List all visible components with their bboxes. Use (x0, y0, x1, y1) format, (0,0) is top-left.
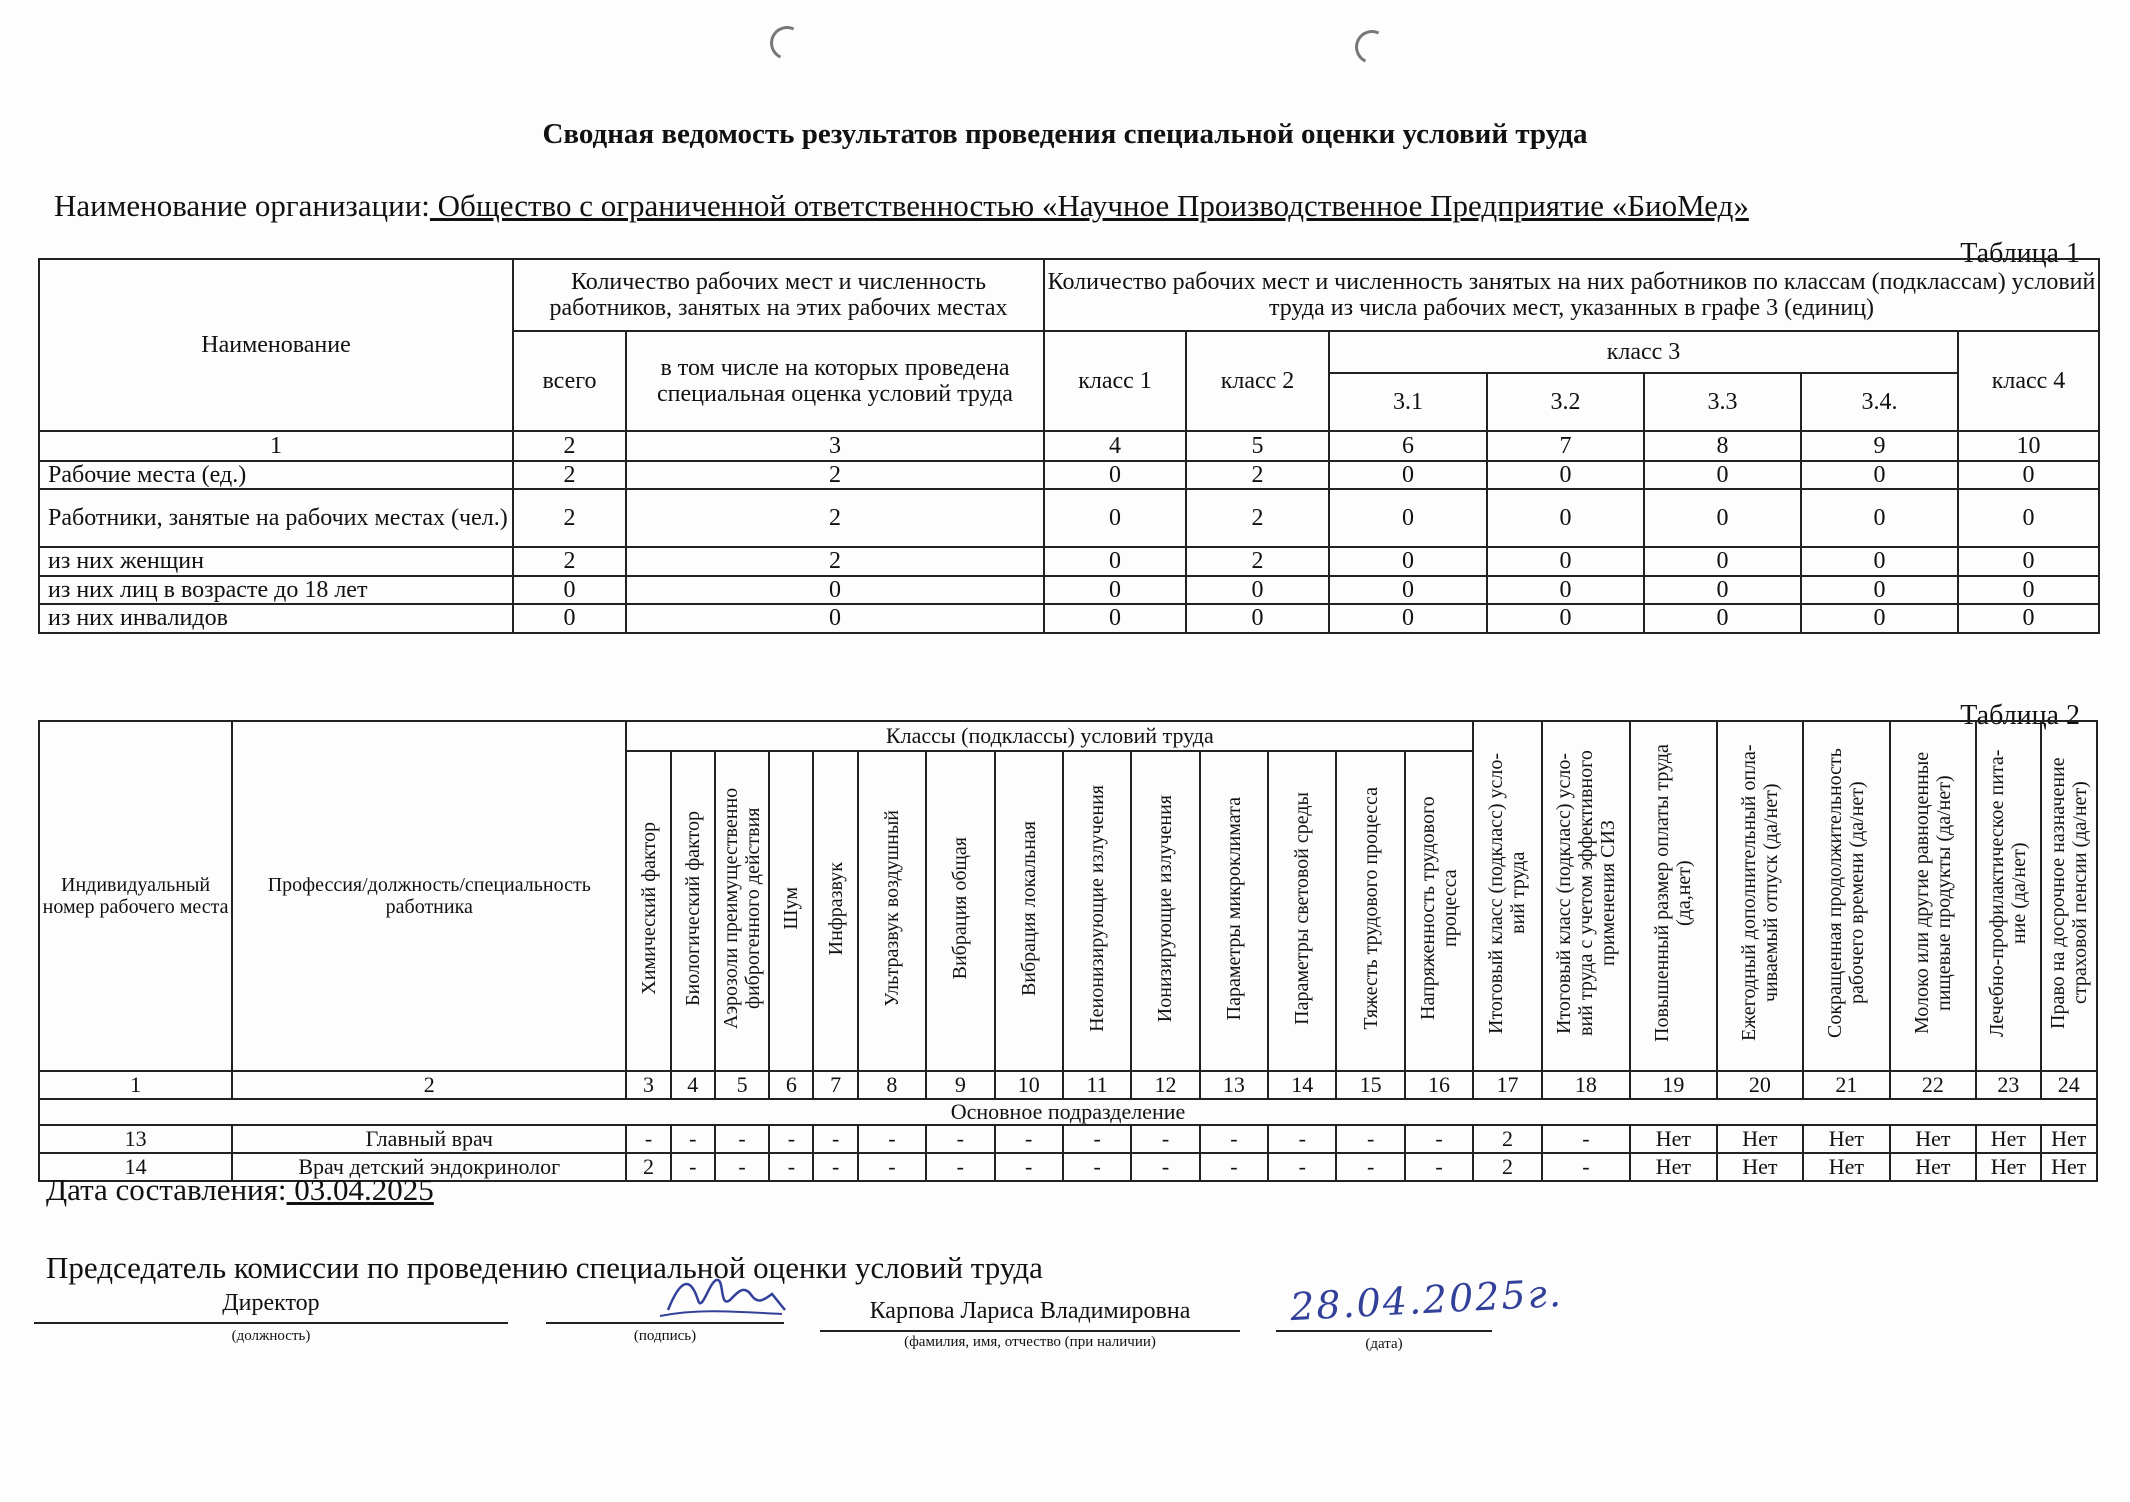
t1-cell: 0 (1801, 576, 1958, 604)
t1-cell: 0 (1329, 547, 1487, 575)
t1-cell: 2 (1186, 461, 1329, 489)
t1-cell: 0 (1958, 489, 2099, 547)
t1-cell: 2 (1186, 489, 1329, 547)
t2-cell: - (769, 1125, 813, 1153)
signature-caption: (подпись) (633, 1328, 697, 1344)
summary-table-2 (38, 720, 2098, 1182)
t2-column-number: 17 (1473, 1071, 1541, 1099)
chair-fio: Карпова Лариса Владимировна (869, 1298, 1191, 1324)
t1-cell: 0 (1644, 604, 1801, 632)
t2-cell: - (715, 1153, 769, 1181)
t2-column-number: 12 (1131, 1071, 1199, 1099)
t2-cell: Нет (1803, 1153, 1890, 1181)
t2-column-number: 13 (1200, 1071, 1268, 1099)
t2-column-numbers (39, 1071, 2097, 1099)
t2-header-id: Индивидуальный номер рабочего места (39, 721, 232, 1071)
compilation-date-line (46, 1172, 434, 1208)
t1-cell: 0 (1044, 604, 1186, 632)
t2-header-extra: Повышенный размер оплаты труда (да,нет) (1630, 721, 1717, 1071)
t2-cell: Нет (1976, 1153, 2040, 1181)
t1-cell: 0 (513, 576, 626, 604)
t1-cell: 2 (513, 489, 626, 547)
organization-label: Наименование организации: (54, 188, 430, 223)
t1-cell: 2 (513, 547, 626, 575)
t1-cell: 0 (1958, 461, 2099, 489)
t2-cell: 2 (626, 1153, 670, 1181)
t1-row-label: из них женщин (39, 547, 513, 575)
t2-cell: - (1336, 1153, 1404, 1181)
t2-column-number: 4 (671, 1071, 715, 1099)
t1-header-3-3: 3.3 (1644, 373, 1801, 431)
t2-cell: Нет (1717, 1125, 1804, 1153)
t1-cell: 0 (1329, 576, 1487, 604)
t1-column-number: 3 (626, 431, 1044, 461)
t2-cell: - (715, 1125, 769, 1153)
t2-column-number: 23 (1976, 1071, 2040, 1099)
t1-cell: 0 (513, 604, 626, 632)
t2-cell: - (813, 1125, 857, 1153)
t1-cell: 2 (626, 461, 1044, 489)
t2-column-number: 2 (232, 1071, 626, 1099)
t2-cell: 2 (1473, 1125, 1541, 1153)
t2-header-extra: Итоговый класс (подкласс) усло-вий труда (1473, 721, 1541, 1071)
t2-column-number: 21 (1803, 1071, 1890, 1099)
t1-cell: 0 (1329, 461, 1487, 489)
t1-cell: 0 (1329, 489, 1487, 547)
t1-column-number: 1 (39, 431, 513, 461)
t2-factor-header: Параметры микроклимата (1200, 751, 1268, 1071)
t2-cell: Нет (1630, 1125, 1717, 1153)
t1-cell: 0 (1044, 489, 1186, 547)
t2-header-extra: Молоко или другие равноценные пищевые продукты (да/нет) (1890, 721, 1977, 1071)
t2-cell: - (1200, 1125, 1268, 1153)
t1-cell: 0 (1329, 604, 1487, 632)
t2-cell: Нет (1976, 1125, 2040, 1153)
t1-row-label: Работники, занятые на рабочих местах (чел.) (39, 489, 513, 547)
t1-header-class1: класс 1 (1044, 331, 1186, 431)
t2-header-extra: Право на досрочное назначение страховой пенсии (да/нет) (2041, 721, 2097, 1071)
t2-factor-header: Тяжесть трудового процесса (1336, 751, 1404, 1071)
t2-cell: - (671, 1125, 715, 1153)
t1-cell: 0 (1801, 547, 1958, 575)
t2-column-number: 7 (813, 1071, 857, 1099)
signature-underline (546, 1322, 784, 1324)
t2-header-classes: Классы (подклассы) условий труда (626, 721, 1473, 751)
t2-cell: - (626, 1125, 670, 1153)
commission-chair-label: Председатель комиссии по проведению специальной оценки условий труда (46, 1250, 1043, 1285)
t2-factor-header: Химический фактор (626, 751, 670, 1071)
t1-cell: 0 (1487, 461, 1644, 489)
t1-cell: 0 (1487, 547, 1644, 575)
t2-profession-cell: Врач детский эндокринолог (232, 1153, 626, 1181)
compilation-date-value: 03.04.2025 (286, 1172, 434, 1207)
t2-cell: - (858, 1153, 926, 1181)
t1-header-class3: класс 3 (1329, 331, 1958, 373)
t1-cell: 0 (1958, 604, 2099, 632)
t2-cell: Нет (1717, 1153, 1804, 1181)
t2-column-number: 15 (1336, 1071, 1404, 1099)
t1-cell: 0 (1044, 547, 1186, 575)
t2-column-number: 24 (2041, 1071, 2097, 1099)
fio-underline (820, 1330, 1240, 1332)
position-underline (34, 1322, 508, 1324)
t2-cell: - (1131, 1153, 1199, 1181)
t1-cell: 0 (1958, 576, 2099, 604)
t1-table-row (39, 489, 2099, 547)
t2-column-number: 1 (39, 1071, 232, 1099)
t2-cell: - (926, 1153, 994, 1181)
t1-cell: 2 (626, 547, 1044, 575)
t2-cell: - (1063, 1153, 1131, 1181)
t2-header-profession: Профессия/должность/специальность работника (232, 721, 626, 1071)
t2-factor-header: Неионизирующие излучения (1063, 751, 1131, 1071)
t2-factor-header: Шум (769, 751, 813, 1071)
t1-column-number: 6 (1329, 431, 1487, 461)
t2-factor-header: Ионизирующие излучения (1131, 751, 1199, 1071)
t1-cell: 0 (1487, 604, 1644, 632)
t1-column-number: 7 (1487, 431, 1644, 461)
t1-header-class2: класс 2 (1186, 331, 1329, 431)
t2-header-extra: Лечебно-профилактическое пита-ние (да/нет) (1976, 721, 2040, 1071)
t1-cell: 0 (1801, 604, 1958, 632)
t2-profession-cell: Главный врач (232, 1125, 626, 1153)
compilation-date-label: Дата составления: (46, 1172, 287, 1207)
t2-cell: Нет (1890, 1125, 1977, 1153)
table2-caption: Таблица 2 (1960, 700, 2080, 731)
t2-cell: Нет (1630, 1153, 1717, 1181)
t1-header-total: всего (513, 331, 626, 431)
t1-header-class4: класс 4 (1958, 331, 2099, 431)
t2-header-extra: Сокращенная продолжительность рабочего времени (да/нет) (1803, 721, 1890, 1071)
t1-table-row (39, 547, 2099, 575)
t2-cell: - (769, 1153, 813, 1181)
t2-cell: - (813, 1153, 857, 1181)
t2-cell: 2 (1473, 1153, 1541, 1181)
chair-position: Директор (222, 1290, 320, 1316)
t1-table-row (39, 604, 2099, 632)
t2-column-number: 10 (995, 1071, 1063, 1099)
t2-cell: - (1131, 1125, 1199, 1153)
position-caption: (должность) (231, 1328, 311, 1344)
t1-cell: 0 (1958, 547, 2099, 575)
t1-row-label: из них лиц в возрасте до 18 лет (39, 576, 513, 604)
t2-column-number: 6 (769, 1071, 813, 1099)
t2-header-extra: Ежегодный дополнительный опла-чиваемый отпуск (да/нет) (1717, 721, 1804, 1071)
t2-factor-header: Биологический фактор (671, 751, 715, 1071)
t2-column-number: 19 (1630, 1071, 1717, 1099)
t1-column-number: 8 (1644, 431, 1801, 461)
t2-cell: - (926, 1125, 994, 1153)
t2-section-row: Основное подразделение (39, 1099, 2097, 1125)
t1-row-label: Рабочие места (ед.) (39, 461, 513, 489)
t2-header-extra: Итоговый класс (подкласс) усло-вий труда с учетом эффективного применения СИЗ (1542, 721, 1631, 1071)
t2-cell: - (995, 1153, 1063, 1181)
t2-factor-header: Параметры световой среды (1268, 751, 1336, 1071)
t1-header-classes: Количество рабочих мест и численность занятых на них работников по классам (подклассам) условий труда из числа рабочих мест, указанных в графе 3 (единиц) (1044, 259, 2099, 331)
date-caption: (дата) (1365, 1336, 1403, 1352)
t2-cell: 14 (39, 1153, 232, 1181)
t2-factor-header: Напряженность трудового процесса (1405, 751, 1473, 1071)
summary-table-1 (38, 258, 2100, 634)
t1-cell: 0 (1644, 489, 1801, 547)
t1-cell: 0 (1801, 489, 1958, 547)
t2-factor-header: Ультразвук воздушный (858, 751, 926, 1071)
t1-cell: 0 (1186, 576, 1329, 604)
t1-cell: 0 (1487, 489, 1644, 547)
t1-column-number: 4 (1044, 431, 1186, 461)
t1-header-count: Количество рабочих мест и численность работников, занятых на этих рабочих местах (513, 259, 1044, 331)
t2-cell: - (1063, 1125, 1131, 1153)
t2-table-row (39, 1125, 2097, 1153)
t2-column-number: 8 (858, 1071, 926, 1099)
t2-cell: - (671, 1153, 715, 1181)
t1-cell: 0 (626, 604, 1044, 632)
t1-header-3-1: 3.1 (1329, 373, 1487, 431)
t2-cell: 13 (39, 1125, 232, 1153)
t1-cell: 0 (1801, 461, 1958, 489)
organization-name: Общество с ограниченной ответственностью «Научное Производственное Предприятие «БиоМед» (429, 188, 1749, 223)
t1-column-number: 5 (1186, 431, 1329, 461)
t1-column-number: 2 (513, 431, 626, 461)
t2-cell: Нет (2041, 1125, 2097, 1153)
t2-factor-header: Вибрация локальная (995, 751, 1063, 1071)
t1-table-row (39, 461, 2099, 489)
t2-cell: - (1268, 1153, 1336, 1181)
t1-header-name: Наименование (39, 259, 513, 431)
t2-column-number: 20 (1717, 1071, 1804, 1099)
t1-row-label: из них инвалидов (39, 604, 513, 632)
t1-cell: 0 (1044, 576, 1186, 604)
t2-factor-header: Аэрозоли преимущественно фиброгенного действия (715, 751, 769, 1071)
punch-hole-mark (1350, 25, 1394, 69)
t1-column-numbers (39, 431, 2099, 461)
t2-cell: - (995, 1125, 1063, 1153)
t2-column-number: 18 (1542, 1071, 1631, 1099)
t2-cell: - (858, 1125, 926, 1153)
t2-column-number: 22 (1890, 1071, 1977, 1099)
t2-cell: - (1405, 1125, 1473, 1153)
t2-cell: Нет (2041, 1153, 2097, 1181)
t2-factor-header: Инфразвук (813, 751, 857, 1071)
t1-header-3-2: 3.2 (1487, 373, 1644, 431)
handwritten-date: 28.04.2025г. (1289, 1270, 1564, 1330)
t2-cell: - (1405, 1153, 1473, 1181)
t1-cell: 2 (1186, 547, 1329, 575)
organization-line (54, 188, 1749, 224)
t1-cell: 0 (1186, 604, 1329, 632)
t1-cell: 0 (1644, 461, 1801, 489)
t2-cell: - (1200, 1153, 1268, 1181)
t1-cell: 0 (1644, 547, 1801, 575)
t2-cell: Нет (1890, 1153, 1977, 1181)
t2-cell: - (1336, 1125, 1404, 1153)
t2-factor-header: Вибрация общая (926, 751, 994, 1071)
fio-caption: (фамилия, имя, отчество (при наличии) (904, 1334, 1156, 1350)
t2-column-number: 14 (1268, 1071, 1336, 1099)
t1-column-number: 10 (1958, 431, 2099, 461)
table1-caption: Таблица 1 (1960, 238, 2080, 269)
t1-cell: 2 (626, 489, 1044, 547)
t1-column-number: 9 (1801, 431, 1958, 461)
t2-cell: Нет (1803, 1125, 1890, 1153)
t1-table-row (39, 576, 2099, 604)
t2-column-number: 11 (1063, 1071, 1131, 1099)
t2-cell: - (1542, 1153, 1631, 1181)
t2-column-number: 5 (715, 1071, 769, 1099)
t1-cell: 2 (513, 461, 626, 489)
t1-header-sout: в том числе на которых проведена специальная оценка условий труда (626, 331, 1044, 431)
t2-cell: - (1268, 1125, 1336, 1153)
t1-cell: 0 (1044, 461, 1186, 489)
t2-column-number: 16 (1405, 1071, 1473, 1099)
t2-cell: - (1542, 1125, 1631, 1153)
t2-column-number: 9 (926, 1071, 994, 1099)
t1-cell: 0 (1487, 576, 1644, 604)
signature-scribble (660, 1270, 790, 1322)
document-title: Сводная ведомость результатов проведения специальной оценки условий труда (542, 118, 1588, 150)
t1-cell: 0 (1644, 576, 1801, 604)
punch-hole-mark (765, 21, 809, 65)
t1-header-3-4: 3.4. (1801, 373, 1958, 431)
date-underline (1276, 1330, 1492, 1332)
t2-column-number: 3 (626, 1071, 670, 1099)
t1-cell: 0 (626, 576, 1044, 604)
